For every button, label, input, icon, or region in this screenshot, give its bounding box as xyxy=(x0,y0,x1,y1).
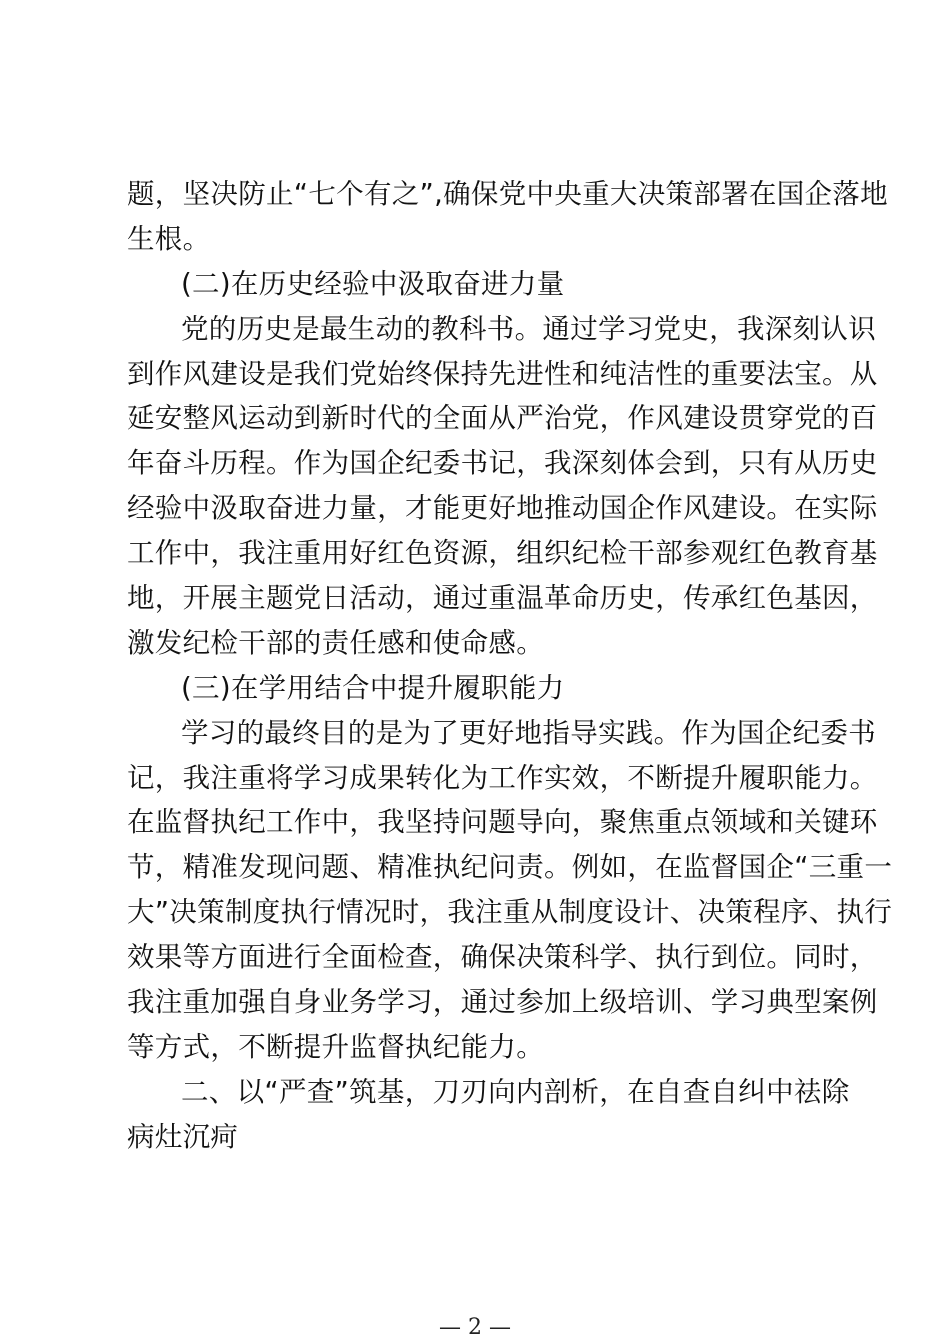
paragraph-line: 我注重加强自身业务学习，通过参加上级培训、学习典型案例 xyxy=(127,986,878,1019)
paragraph-line: 经验中汲取奋进力量，才能更好地推动国企作风建设。在实际 xyxy=(127,492,878,525)
paragraph-line: 地，开展主题党日活动，通过重温革命历史，传承红色基因， xyxy=(127,582,878,615)
document-body xyxy=(127,172,893,1160)
paragraph-line: 题，坚决防止“七个有之”,确保党中央重大决策部署在国企落地 xyxy=(127,178,888,210)
paragraph-line: 党的历史是最生动的教科书。通过学习党史，我深刻认识 xyxy=(181,312,876,345)
paragraph-line: 生根。 xyxy=(127,222,211,255)
section-heading: (三)在学用结合中提升履职能力 xyxy=(181,671,565,704)
chapter-heading: 病灶沉疴 xyxy=(127,1120,239,1153)
page-number: — 2 — xyxy=(439,1315,511,1340)
section-heading: (二)在历史经验中汲取奋进力量 xyxy=(181,267,565,300)
paragraph-line: 激发纪检干部的责任感和使命感。 xyxy=(127,626,544,659)
paragraph-line: 节，精准发现问题、精准执纪问责。例如，在监督国企“三重一 xyxy=(127,851,893,884)
paragraph-line: 大”决策制度执行情况时，我注重从制度设计、决策程序、执行 xyxy=(127,896,893,929)
paragraph-line: 学习的最终目的是为了更好地指导实践。作为国企纪委书 xyxy=(181,716,876,749)
paragraph-line: 到作风建设是我们党始终保持先进性和纯洁性的重要法宝。从 xyxy=(127,357,878,390)
paragraph-line: 工作中，我注重用好红色资源，组织纪检干部参观红色教育基 xyxy=(127,537,878,570)
paragraph-line: 等方式，不断提升监督执纪能力。 xyxy=(127,1030,544,1063)
paragraph-line: 在监督执纪工作中，我坚持问题导向，聚焦重点领域和关键环 xyxy=(127,806,878,839)
chapter-heading: 二、以“严查”筑基，刀刃向内剖析，在自查自纠中祛除 xyxy=(181,1075,850,1108)
paragraph-line: 年奋斗历程。作为国企纪委书记，我深刻体会到，只有从历史 xyxy=(127,447,878,480)
paragraph-line: 效果等方面进行全面检查，确保决策科学、执行到位。同时， xyxy=(127,941,878,974)
paragraph-line: 记，我注重将学习成果转化为工作实效，不断提升履职能力。 xyxy=(127,761,878,794)
paragraph-line: 延安整风运动到新时代的全面从严治党，作风建设贯穿党的百 xyxy=(127,402,878,435)
